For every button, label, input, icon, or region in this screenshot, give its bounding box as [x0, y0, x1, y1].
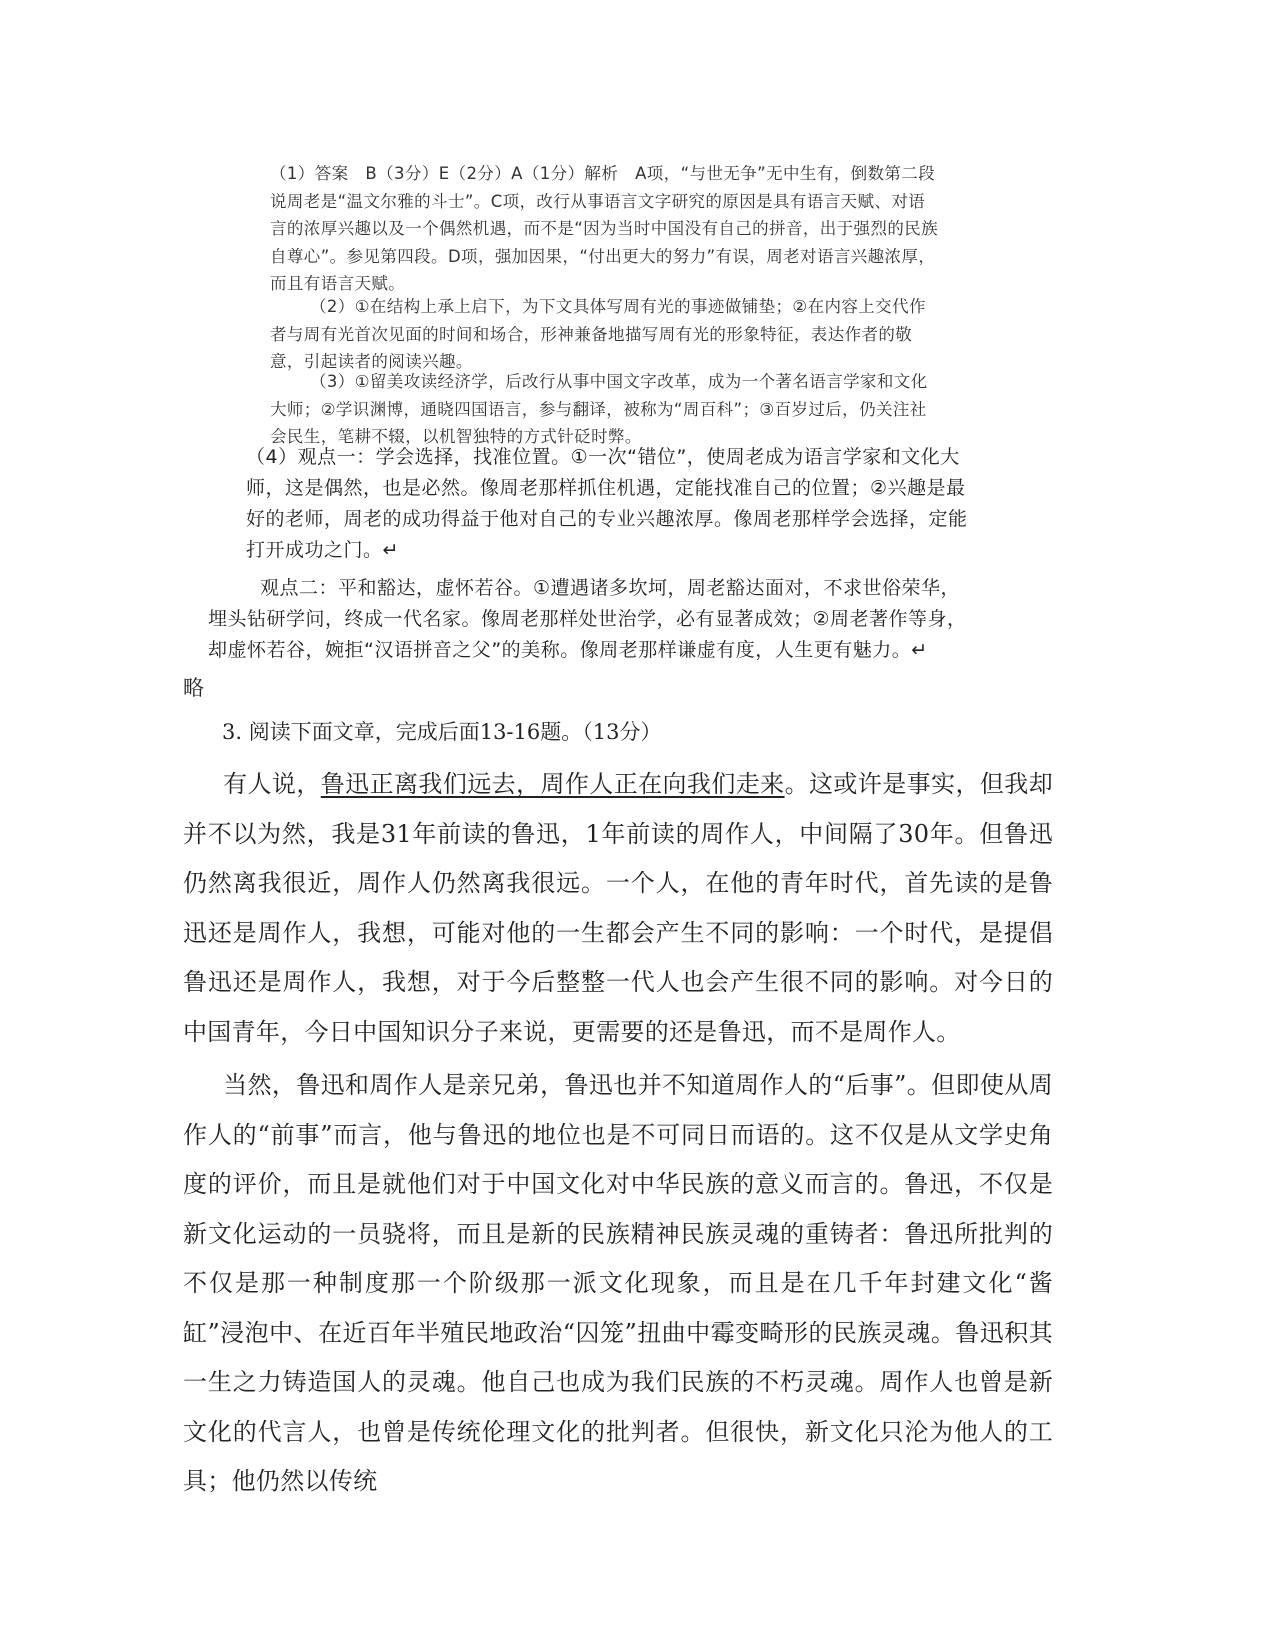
answer-4-viewpoint-2: [208, 573, 970, 666]
paragraph-1-post: 。这或许是事实，但我却并不以为然，我是31年前读的鲁迅，1年前读的周作人，中间隔了30年。但鲁迅仍然离我很近，周作人仍然离我很远。一个人，在他的青年时代，首先读的是鲁迅还是周作人，我想，可能对他的一生都会产生不同的影响：一个时代，是提倡鲁迅还是周作人，我想，对于今后整整一代人也会产生很不同的影响。对今日的中国青年，今日中国知识分子来说，更需要的还是鲁迅，而不是周作人。: [183, 770, 1053, 1046]
answer-2-text: （2）①在结构上承上启下，为下文具体写周有光的事迹做铺垫；②在内容上交代作者与周有光首次见面的时间和场合，形神兼备地描写周有光的形象特征，表达作者的敬意，引起读者的阅读兴趣。: [270, 297, 926, 371]
scanned-answer-image: [208, 160, 973, 661]
question-heading: 3. 阅读下面文章，完成后面13-16题。（13分）: [222, 720, 662, 744]
paragraph-2: [183, 1061, 1053, 1507]
viewpoint-2-text: 观点二：平和豁达，虚怀若谷。①遭遇诸多坎坷，周老豁达面对，不求世俗荣华，埋头钻研学问，终成一代名家。像周老那样处世治学，必有显著成效；②周老著作等身，却虚怀若谷，婉拒“汉语拼音之父”的美称。像周老那样谦虚有度，人生更有魅力。↵: [208, 577, 967, 661]
answer-3: [270, 368, 942, 451]
underlined-sentence: 鲁迅正离我们远去，周作人正在向我们走来: [320, 770, 785, 798]
paragraph-2-text: 当然，鲁迅和周作人是亲兄弟，鲁迅也并不知道周作人的“后事”。但即使从周作人的“前事”而言，他与鲁迅的地位也是不可同日而语的。这不仅是从文学史角度的评价，而且是就他们对于中国文化对中华民族的意义而言的。鲁迅，不仅是新文化运动的一员骁将，而且是新的民族精神民族灵魂的重铸者：鲁迅所批判的不仅是那一种制度那一个阶级那一派文化现象，而且是在几千年封建文化“酱缸”浸泡中、在近百年半殖民地政治“囚笼”扭曲中霉变畸形的民族灵魂。鲁迅积其一生之力铸造国人的灵魂。他自己也成为我们民族的不朽灵魂。周作人也曾是新文化的代言人，也曾是传统伦理文化的批判者。但很快，新文化只沦为他人的工具；他仍然以传统: [183, 1071, 1053, 1495]
paragraph-1-pre: 有人说，: [223, 770, 321, 798]
answer-3-text: （3）①留美攻读经济学，后改行从事中国文字改革，成为一个著名语言学家和文化大师；②学识渊博，通晓四国语言，参与翻译，被称为“周百科”；③百岁过后，仍关注社会民生，笔耕不辍，以机智独特的方式针砭时弊。: [270, 372, 928, 446]
omitted-marker: 略: [183, 676, 204, 700]
answer-4: （4）观点一：学会选择，找准位置。①一次“错位”，使周老成为语言学家和文化大师，这是偶然，也是必然。像周老那样抓住机遇，定能找准自己的位置；②兴趣是最好的老师，周老的成功得益于他对自己的专业兴趣浓厚。像周老那样学会选择，定能打开成功之门。↵: [246, 446, 968, 561]
answer-1: （1）答案 B（3分）E（2分）A（1分）解析 A项，“与世无争”无中生有，倒数第二段说周老是“温文尔雅的斗士”。C项，改行从事语言文字研究的原因是具有语言天赋、对语言的浓厚兴趣以及一个偶然机遇，而不是“因为当时中国没有自己的拼音，出于强烈的民族自尊心”。参见第四段。D项，强加因果，“付出更大的努力”有误，周老对语言兴趣浓厚，而且有语言天赋。: [270, 164, 939, 293]
paragraph-1: [183, 760, 1053, 1057]
answer-2: [270, 293, 942, 376]
